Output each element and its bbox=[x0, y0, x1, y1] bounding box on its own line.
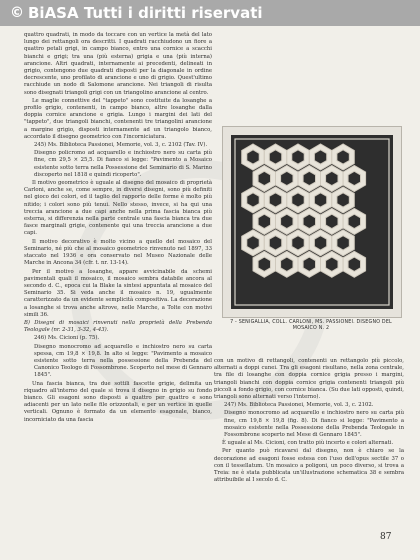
copyright-icon: © bbox=[10, 5, 24, 21]
mosaic-hexagon-inner bbox=[258, 257, 270, 271]
mosaic-hexagon-inner bbox=[269, 236, 281, 250]
mosaic-hexagon-inner bbox=[326, 171, 338, 185]
mosaic-hexagon-inner bbox=[337, 150, 349, 164]
section-heading: B) Disegni di mosaici rinvenuti nella proprietà della Prebenda Teologale (nr. 2-31, 3-32, 4-43). bbox=[24, 319, 212, 334]
entry-body: Disegno monocromo ad acquarello e inchiostro nero su carta spessa, cm 19,8 × 19,8. In alto si legge: "Pavimento a mosaico esistente sotto terra nella possessione della Prebenda del Canonico Teologo di Fossombrone. Scoperto nel mese di Gennaro 1845". bbox=[34, 343, 212, 379]
entry-title: 247) Ms. Biblioteca Passionei, Memorie, vol. 3, c. 2102. bbox=[224, 402, 374, 409]
mosaic-hexagon-inner bbox=[303, 257, 315, 271]
mosaic-hexagon-inner bbox=[247, 236, 259, 250]
paragraph: Una fascia bianca, tra due sottili fascette grigie, delimita un riquadro all'interno del quale si trova il disegno in grigio su fondo bianco. Gli esagoni sono disposti a quattro per quattro e sono adiacenti per un lato nelle file orizzontali, e per un vertice in quelle verticali. Ognuno è formato da un elemento esagonale, bianco, incorniciato da una fascia bbox=[24, 380, 212, 423]
mosaic-hexagon-inner bbox=[303, 214, 315, 228]
mosaic-hexagon-inner bbox=[348, 214, 360, 228]
mosaic-hexagon-inner bbox=[258, 214, 270, 228]
paragraph: È uguale al Ms. Cicioni, con tratto più incerto e colori alternati. bbox=[222, 440, 394, 447]
mosaic-hexagon-inner bbox=[314, 193, 326, 207]
entry-title: 245) Ms. Biblioteca Passionei, Memorie, vol. 3, c. 2102 (Tav. IV). bbox=[34, 142, 208, 149]
mosaic-hexagon-inner bbox=[348, 171, 360, 185]
mosaic-hexagon-inner bbox=[326, 257, 338, 271]
left-column bbox=[24, 32, 212, 425]
mosaic-hexagon-inner bbox=[314, 150, 326, 164]
mosaic-hexagon-inner bbox=[269, 193, 281, 207]
figure-caption: 7 - SENIGALLIA, COLL. CARLONI, MS. PASSIONEI. DISEGNO DEL MOSAICO N. 2 bbox=[230, 320, 392, 331]
entry-title: 246) Ms. Cicioni (p. 75). bbox=[34, 335, 100, 342]
paragraph: Per quanto può ricavarsi dal disegno, non è chiaro se la decorazione ad esagoni fosse estesa con l'uso dell'opus sectile 37 o con il tessellatum. Un mosaico a poligoni, un poco diverso, si trova a Treia: ne è stata pubblicata un'illustrazione schematica 38 e sembra attribuibile al I secolo d. C. bbox=[214, 448, 404, 484]
mosaic-hexagon-inner bbox=[269, 150, 281, 164]
entry-body: Disegno monocromo ad acquarello e inchiostro nero su carta più fine, cm 19,8 × 19,8 (fig. 8). Di fianco si legge: "Pavimento a mosaico esistente nella Possessione della Prebenda Teologale in Fossombrone scoperto nel Mese di Gennaro 1845". bbox=[224, 410, 404, 439]
paragraph: Le maglie connettive del "tappeto" sono costituite da losanghe a profilo grigio, contenenti, in campo bianco, altre losanghe dalla doppia cornice arancione e grigia. Lungo i margini dei lati del "tappeto", due triangoli bianchi, contenenti tre triangolini arancione a margine grigio, disposti internamente ad un triangolo bianco, accordato il disegno geometrico con l'incorniciatura. bbox=[24, 97, 212, 140]
watermark-text: BiASA Tutti i diritti riservati bbox=[28, 4, 263, 22]
mosaic-hexagon-inner bbox=[326, 214, 338, 228]
paragraph: Per il motivo a losanghe, appare avvicinabile da schemi pavimentali quali il mosaico, il mosaico sembra databile ancora al secondo d. C., epoca cui la Blake la sintesi appuntata al mosaico del Seminario 35. Si veda anche il mosaico n. 19, ugualmente caratterizzato da un evidente semplicità compositiva. La decorazione a losanghe si trova anche altrove, nelle Marche, a Tolte con motivi simili 36. bbox=[24, 268, 212, 318]
mosaic-hexagon-inner bbox=[247, 150, 259, 164]
mosaic-drawing bbox=[231, 135, 393, 309]
paragraph: Il motivo decorativo è molto vicino a quello del mosaico del Seminario, né più che al mosaico geometrico rinvenuto nel 1897, 33 staccato nel 1936 e ora conservato nel Museo Nazionale delle Marche in Ancona 34 (cfr. t. nr. 13-14). bbox=[24, 238, 212, 267]
mosaic-hexagon-inner bbox=[247, 193, 259, 207]
mosaic-hexagon-inner bbox=[292, 236, 304, 250]
mosaic-hexagon-inner bbox=[281, 171, 293, 185]
page-number: 87 bbox=[380, 532, 392, 542]
paragraph: con un motivo di rettangoli, contenenti un rettangolo più piccolo, alternati a doppi cunei. Tra gli esagoni risultano, nella zona centrale, tra file di losanghe con doppia cornice grigia presso i margini, triangoli bianchi con doppia cornice grigia contenenti triangoli più piccoli a fondo grigio, con cornice bianca. (Su due lati opposti, quindi, triangoli sono alternati verso l'interno). bbox=[214, 358, 404, 401]
mosaic-hexagon-inner bbox=[292, 193, 304, 207]
watermark-banner bbox=[0, 0, 420, 26]
right-column bbox=[214, 358, 404, 485]
mosaic-hexagon-inner bbox=[337, 236, 349, 250]
mosaic-hexagon-inner bbox=[314, 236, 326, 250]
mosaic-hexagon-inner bbox=[258, 171, 270, 185]
mosaic-hexagon-inner bbox=[292, 150, 304, 164]
mosaic-hexagon-inner bbox=[281, 214, 293, 228]
mosaic-hexagon-inner bbox=[337, 193, 349, 207]
paragraph: Il motivo geometrico è uguale al disegno del mosaico di proprietà Carloni, anche se, come sempre, in diversi disegni, sono più definiti nel gioco dei colori, ed il taglio del rapporto delle forme è molto più nitido; i colori sono più tenui. Nello stesso, invece, si ha qui una treccia arancione a due capi anche nella prima fascia bianca più esterna, si differenzia nella parte centrale una fascia bianca tra due fasce marginali grigie, contenente qui una treccia arancione a due capi. bbox=[24, 180, 212, 237]
entry-body: Disegno policromo ad acquarello e inchiostro nero su carta più fine, cm 29,5 × 25,5. Di fianco si legge: "Pavimento a Mosaico esistente sotto terra nella Possessione del Seminario di S. Marino discoperto nel 1818 e quindi ricoperto". bbox=[34, 150, 212, 178]
paragraph: quattro quadrati, in modo da toccare con un vertice la metà del lato lungo dei rettangoli ora descritti. I quadrati racchiudono un fiore a quattro petali grigi, in campo bianco, entro una cornice a scacchi bianchi e grigi; tra una (più esterna) grigia e una (più interna) arancione. Altri quadrati, internamente ai precedenti, delineati in grigio, contengono due quadrati disposti per la diagonale in ordine decrescente, uno profilato di arancione e uno di grigio. Quest'ultimo racchiude un nodo di Salomone arancione. Nei triangoli di risulta sono disegnati triangoli grigi con un triangolino arancione al centro. bbox=[24, 32, 212, 96]
mosaic-hexagon-inner bbox=[348, 257, 360, 271]
mosaic-hexagon-inner bbox=[303, 171, 315, 185]
mosaic-hexagon-inner bbox=[281, 257, 293, 271]
mosaic-figure bbox=[222, 126, 402, 318]
